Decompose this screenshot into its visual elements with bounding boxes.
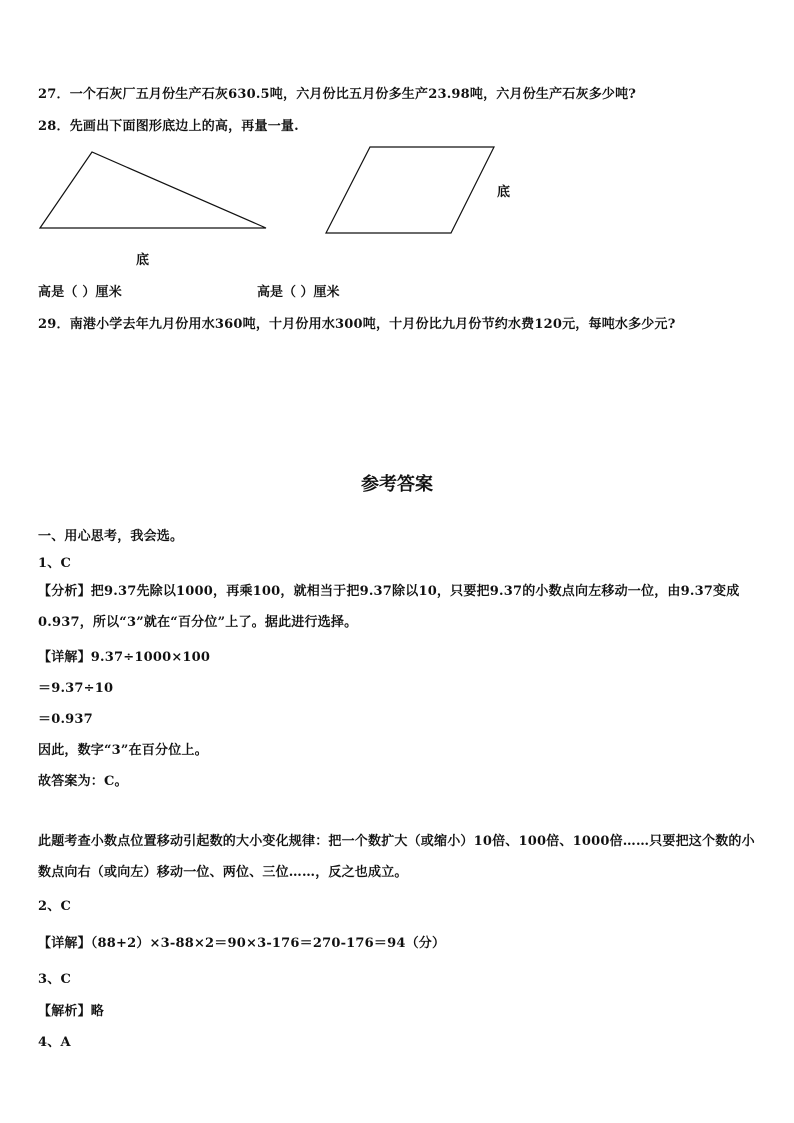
answer-1-step-2: ＝0.937: [38, 712, 93, 727]
answer-1-result: 故答案为：C。: [38, 774, 128, 789]
answer-1-step-1: ＝9.37÷10: [38, 681, 114, 696]
answer-2-detail: 【详解】（88+2）×3-88×2＝90×3-176＝270-176＝94（分）: [38, 936, 446, 951]
answer-3-analysis: 【解析】略: [38, 1004, 105, 1019]
question-29: 29．南港小学去年九月份用水360吨，十月份用水300吨，十月份比九月份节约水费120元，每吨水多少元?: [38, 317, 676, 332]
question-27: 27．一个石灰厂五月份生产石灰630.5吨，六月份比五月份多生产23.98吨，六月份生产石灰多少吨?: [38, 87, 637, 102]
answer-1-note: 此题考查小数点位置移动引起数的大小变化规律：把一个数扩大（或缩小）10倍、100倍、1000倍……只要把这个数的小数点向右（或向左）移动一位、两位、三位……，反之也成立。: [38, 834, 755, 880]
answer-1-analysis: 【分析】把9.37先除以1000，再乘100，就相当于把9.37除以10，只要把9.37的小数点向左移动一位，由9.37变成0.937，所以“3”就在“百分位”上了。据此进行选择。: [38, 584, 740, 630]
answer-4: 4、A: [38, 1035, 71, 1050]
answer-1-detail: 【详解】9.37÷1000×100: [38, 650, 211, 665]
question-28: 28．先画出下面图形底边上的高，再量一量.: [38, 119, 299, 134]
answer-1-conclusion: 因此，数字“3”在百分位上。: [38, 743, 208, 758]
answer-1: 1、C: [38, 556, 71, 571]
answers-title: 参考答案: [361, 474, 433, 495]
triangle-figure: [40, 152, 266, 228]
parallelogram-figure: [326, 147, 494, 233]
height-answer-2: 高是（ ）厘米: [257, 285, 340, 300]
height-answer-1: 高是（ ）厘米: [38, 285, 122, 300]
parallelogram-base-label: 底: [497, 185, 511, 200]
section-heading: 一、用心思考，我会选。: [38, 529, 184, 544]
answer-3: 3、C: [38, 972, 71, 987]
answer-2: 2、C: [38, 899, 71, 914]
triangle-base-label: 底: [136, 253, 150, 268]
